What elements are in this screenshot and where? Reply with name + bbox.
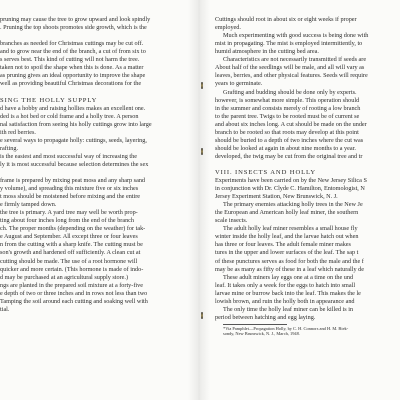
text-line: may be as many as fifty of these in a leaf which naturally de <box>215 265 364 273</box>
text-line: of these punctures serves as food for both the male and the f <box>215 257 364 265</box>
text-line: leaves, berries, and other physical features. Seeds will require <box>215 72 368 80</box>
text-line: About half of the seedlings will be male, and all will vary as <box>215 64 365 72</box>
text-line: t moss should be moistened before mixing and the entire <box>0 193 141 201</box>
blank-line <box>0 8 188 16</box>
staple-mark <box>201 82 203 89</box>
blank-line <box>0 169 188 177</box>
blank-line <box>215 161 400 169</box>
text-line: ded is a hot bed or cold frame and a holly tree. A person <box>0 112 139 120</box>
text-line: humid atmosphere in the cutting bed area. <box>215 48 319 56</box>
text-line: Tamping the soil around each cutting and soaking well with <box>0 297 148 305</box>
text-line: lowish brown, and ruin the holly both in appearance and <box>215 297 355 305</box>
text-line: as pruning gives an ideal opportunity to improve the shape <box>0 72 146 80</box>
text-line: and to grow near the end of the branch, a cut of from six to <box>0 48 146 56</box>
text-line: to the parent tree. Twigs to be rooted must be of current se <box>215 112 360 120</box>
text-line: tures in the upper and lower surfaces of the leaf. The sap t <box>215 249 359 257</box>
blank-line <box>0 0 188 8</box>
footnote: *Via Pamphlet—Propagation Holly, by C. H. Connors and H. M. Biek- sondy, New Brunswick, N. J., March, 1948. <box>223 325 349 337</box>
text-line: should be buried to a depth of two inches where the cut was <box>215 136 364 144</box>
text-line: scale insects. <box>215 217 248 225</box>
text-line: e depth of two or three inches and in rows not less than two <box>0 289 148 297</box>
blank-line <box>215 0 400 8</box>
blank-line <box>0 89 188 97</box>
text-line: e firmly tamped down. <box>0 201 57 209</box>
text-line: mist in propagating. The mist is employed intermittently, to <box>215 40 363 48</box>
text-line: cutting should be made. The use of a root hormone will <box>0 257 138 265</box>
text-line: the tree is primary. A yard tree may well be worth prop- <box>0 209 138 217</box>
section-heading: VIII. INSECTS AND HOLLY <box>215 168 316 176</box>
text-line: The primary enemies attacking holly trees in the New Je <box>223 201 363 209</box>
text-line: Characteristics are not necessarily transmitted if seeds are <box>223 56 367 64</box>
text-line: ting about four inches long from the end of the branch <box>0 217 135 225</box>
blank-line <box>0 32 188 40</box>
text-line: The only time the holly leaf miner can be killed is in <box>223 305 354 313</box>
footnote-rule <box>223 324 287 325</box>
text-line: Grafting and budding should be done only by experts. <box>223 88 357 96</box>
right-page <box>215 0 400 400</box>
text-line: well as providing beautiful Christmas decorations for the <box>0 80 142 88</box>
text-line: nal satisfaction from seeing his holly cuttings grow into large <box>0 120 152 128</box>
left-page <box>0 0 188 400</box>
text-line: period between hatching and egg laying. <box>215 313 316 321</box>
text-line: e August and September. All except three or four leaves <box>0 233 138 241</box>
text-line: d have a hobby and raising hollies makes an excellent one. <box>0 104 146 112</box>
text-line: n from the cutting with a sharp knife. The cutting must be <box>0 241 143 249</box>
text-line: tial. <box>0 305 10 313</box>
text-line: pruning may cause the tree to grow upward and look spindly <box>0 16 151 24</box>
text-line: employed. <box>215 24 241 32</box>
text-line: y volume), and spreading this mixture five or six inches <box>0 185 139 193</box>
text-line: ngs are planted in the prepared soil mixture at a forty-five <box>0 281 143 289</box>
text-line: developed, the twig may be cut from the original tree and tr <box>215 152 363 160</box>
blank-line <box>215 8 400 16</box>
text-line: is the easiest and most successful way of increasing the <box>0 152 137 160</box>
text-line: years to germinate. <box>215 80 263 88</box>
text-line: has three or four leaves. The adult female miner makes <box>215 241 351 249</box>
text-line: larvae mine or burrow back into the leaf. This makes the le <box>215 289 361 297</box>
text-line: e several ways to propagate holly: cuttings, seeds, layering, <box>0 136 147 144</box>
text-line: ith red berries. <box>0 128 36 136</box>
text-line: should be looked at again in about nine months to a year. <box>215 144 356 152</box>
text-line: branch to be rooted so that roots may develop at this point <box>215 128 359 136</box>
text-line: . Pruning the top shoots promotes side growth, which is the <box>0 24 147 32</box>
text-line: taken not to spoil the shape when this is done. As a matter <box>0 64 144 72</box>
text-line: Cuttings should root in about six or eight weeks if proper <box>215 16 357 24</box>
text-line: leaf. It takes only a week for the eggs to hatch into small <box>215 281 356 289</box>
text-line: Much experimenting with good success is being done with <box>223 32 369 40</box>
text-line: son's growth and hardened off sufficiently. A clean cut at <box>0 249 141 257</box>
text-line: in conjunction with Dr. Clyde C. Hamilton, Entomologist, N <box>215 185 365 193</box>
text-line: Jersey Experiment Station, New Brunswick, N. J. <box>215 193 338 201</box>
text-line: ly it is most successful because selection determines the sex <box>0 160 149 168</box>
staple-mark <box>201 312 203 319</box>
text-line: and about six inches long. A cut should be made on the under <box>215 120 367 128</box>
text-line: The adult holly leaf miner resembles a small house fly <box>223 225 358 233</box>
text-line: the European and American holly leaf miner, the southern <box>215 209 359 217</box>
text-line: winter inside the holly leaf, and the larvae hatch out when <box>215 233 359 241</box>
section-heading: SING THE HOLLY SUPPLY <box>0 96 98 104</box>
text-line: Experiments have been carried on by the New Jersey Silica S <box>215 177 367 185</box>
text-line: d may be purchased at an agricultural supply store.) <box>0 273 129 281</box>
text-line: quicker and more certain. (This hormone is made of indo- <box>0 265 144 273</box>
text-line: ch. The proper months (depending on the weather) for tak- <box>0 225 146 233</box>
book-gutter <box>188 0 210 400</box>
text-line: frame is prepared by mixing peat moss and any sharp sand <box>0 177 146 185</box>
text-line: however, is somewhat more simple. This operation should <box>215 96 360 104</box>
text-line: branches as needed for Christmas cuttings may be cut off. <box>0 40 144 48</box>
text-line: in the summer and consists merely of rooting a low branch <box>215 104 361 112</box>
text-line: rafting. <box>0 144 19 152</box>
text-line: These adult miners lay eggs one at a time on the und <box>223 273 354 281</box>
text-line: s serves best. This kind of cutting will not harm the tree. <box>0 56 140 64</box>
staple-mark <box>201 148 203 155</box>
